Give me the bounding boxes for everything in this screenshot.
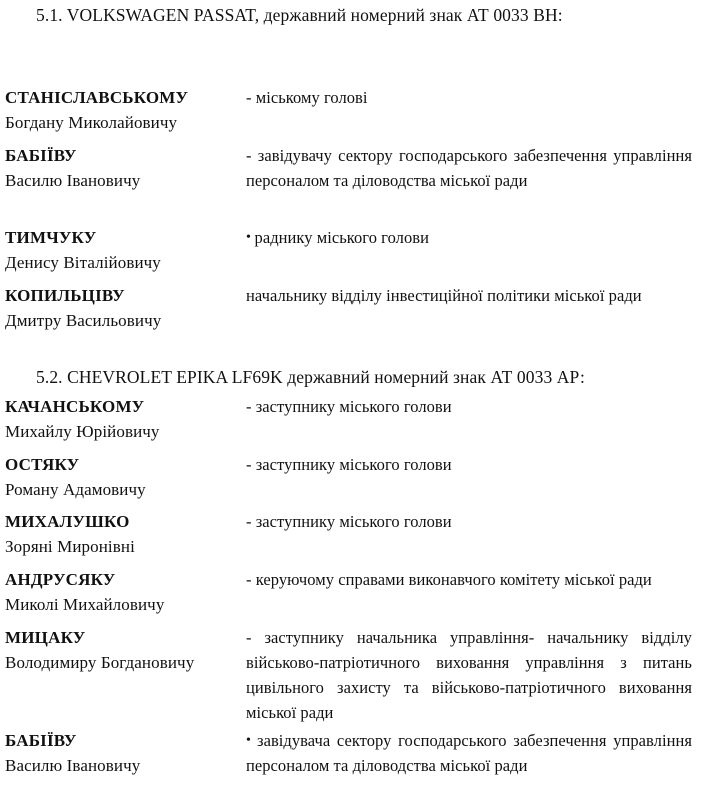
person-post-text: начальнику відділу інвестиційної політики міської ради xyxy=(246,286,642,305)
person-names xyxy=(5,452,243,502)
list-marker-dash xyxy=(246,146,258,165)
person-patronymic: Зоряні Миронівні xyxy=(5,537,135,556)
person-post-text: заступнику міського голови xyxy=(255,397,452,416)
person-surname: СТАНІСЛАВСЬКОМУ xyxy=(5,88,189,107)
person-post xyxy=(246,394,692,419)
person-surname: БАБІЇВУ xyxy=(5,731,77,750)
person-surname: ТИМЧУКУ xyxy=(5,228,97,247)
person-post xyxy=(246,509,692,534)
person-names xyxy=(5,394,243,444)
list-marker-dash xyxy=(246,397,256,416)
list-marker-bullet xyxy=(246,228,255,247)
person-names xyxy=(5,85,243,135)
list-marker-dash xyxy=(246,455,256,474)
section-heading-5-2: 5.2. CHEVROLET EPIKA LF69K державний номерний знак АТ 0033 АР: xyxy=(36,367,585,387)
person-surname: КОПИЛЬЦІВУ xyxy=(5,286,125,305)
person-names xyxy=(5,225,243,275)
section-heading-5-1: 5.1. VOLKSWAGEN PASSAT, державний номерний знак АТ 0033 ВН: xyxy=(36,5,563,25)
person-surname: АНДРУСЯКУ xyxy=(5,570,116,589)
person-post xyxy=(246,625,692,725)
person-post-text: заступнику начальника управління- начальнику відділу військово-патріотичного виховання управління з питань цивільного захисту та військово-патріотичного виховання міської ради xyxy=(246,628,692,722)
person-post-text: міському голові xyxy=(255,88,368,107)
list-marker-bullet xyxy=(246,731,257,750)
person-post-text: завідувача сектору господарського забезпечення управління персоналом та діловодства міської ради xyxy=(246,731,692,775)
person-names xyxy=(5,509,243,559)
list-marker-dash xyxy=(246,88,256,107)
person-post xyxy=(246,85,692,110)
person-patronymic: Дмитру Васильовичу xyxy=(5,311,162,330)
person-names xyxy=(5,567,243,617)
person-post-text: керуючому справами виконавчого комітету міської ради xyxy=(255,570,652,589)
list-marker-dash xyxy=(246,628,264,647)
person-names xyxy=(5,625,243,675)
person-post-text: раднику міського голови xyxy=(254,228,429,247)
person-names xyxy=(5,283,243,333)
person-patronymic: Богдану Миколайовичу xyxy=(5,113,178,132)
person-surname: БАБІЇВУ xyxy=(5,146,77,165)
person-surname: ОСТЯКУ xyxy=(5,455,80,474)
person-names xyxy=(5,728,243,778)
list-marker-dash xyxy=(246,512,256,531)
person-patronymic: Миколі Михайловичу xyxy=(5,595,165,614)
person-post-text: заступнику міського голови xyxy=(255,512,452,531)
person-post xyxy=(246,452,692,477)
person-post-text: завідувачу сектору господарського забезпечення управління персоналом та діловодства міської ради xyxy=(246,146,692,190)
person-names xyxy=(5,143,243,193)
person-patronymic: Денису Віталійовичу xyxy=(5,253,161,272)
person-post xyxy=(246,283,692,308)
person-post xyxy=(246,567,692,592)
person-surname: МИХАЛУШКО xyxy=(5,512,130,531)
person-surname: МИЦАКУ xyxy=(5,628,86,647)
person-patronymic: Василю Івановичу xyxy=(5,171,141,190)
list-marker-dash xyxy=(246,570,256,589)
person-patronymic: Володимиру Богдановичу xyxy=(5,653,195,672)
person-patronymic: Михайлу Юрійовичу xyxy=(5,422,160,441)
person-post xyxy=(246,143,692,193)
person-post xyxy=(246,225,692,250)
person-post xyxy=(246,728,692,778)
person-patronymic: Василю Івановичу xyxy=(5,756,141,775)
person-post-text: заступнику міського голови xyxy=(255,455,452,474)
person-surname: КАЧАНСЬКОМУ xyxy=(5,397,145,416)
person-patronymic: Роману Адамовичу xyxy=(5,480,146,499)
